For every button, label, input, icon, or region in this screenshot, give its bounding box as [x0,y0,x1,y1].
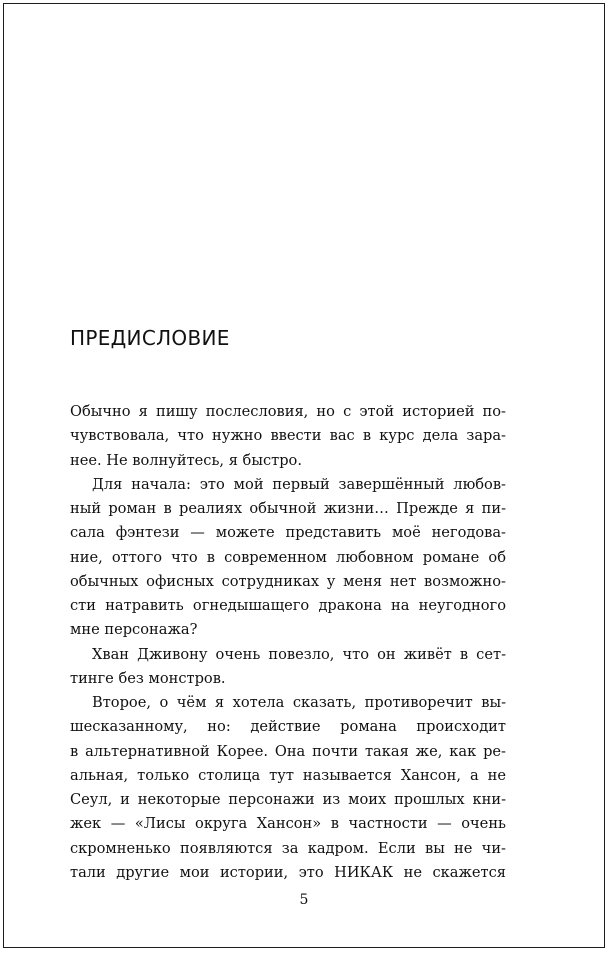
body-text [70,400,506,885]
text-line: Второе, о чём я хотела сказать, противоречит вы- [92,694,506,711]
text-line: в альтернативной Корее. Она почти такая же, как ре- [70,742,506,760]
text-line: сти натравить огнедышащего дракона на неугодного [70,597,506,614]
text-line: альная, только столица тут называется Хансон, а не [70,766,506,784]
text-line: Для начала: это мой первый завершённый любов- [92,475,506,493]
text-line: тинге без монстров. [70,669,226,687]
text-line: Сеул, и некоторые персонажи из моих прошлых кни- [70,791,506,808]
text-line: нее. Не волнуйтесь, я быстро. [70,451,302,469]
text-line: шесказанному, но: действие романа происходит [70,718,506,736]
text-line: чувствовала, что нужно ввести вас в курс дела зара- [70,427,506,445]
text-line: жек — «Лисы округа Хансон» в частности — очень [70,815,506,833]
text-line: обычных офисных сотрудниках у меня нет возможно- [70,572,506,590]
text-line: тали другие мои истории, это НИКАК не скажется [70,863,506,881]
text-line: Хван Дживону очень повезло, что он живёт в сет- [92,645,506,663]
text-line: мне персонажа? [70,621,198,639]
text-line: Обычно я пишу послесловия, но с этой историей по- [70,403,506,420]
text-line: ный роман в реалиях обычной жизни… Прежде я пи- [70,500,506,517]
text-line: сала фэнтези — можете представить моё негодова- [70,524,506,542]
book-page [3,3,605,948]
chapter-heading: ПРЕДИСЛОВИЕ [70,326,230,350]
page-number: 5 [299,892,309,908]
text-line: ние, оттого что в современном любовном романе об [70,548,506,566]
text-line: скромненько появляются за кадром. Если вы не чи- [70,839,506,857]
